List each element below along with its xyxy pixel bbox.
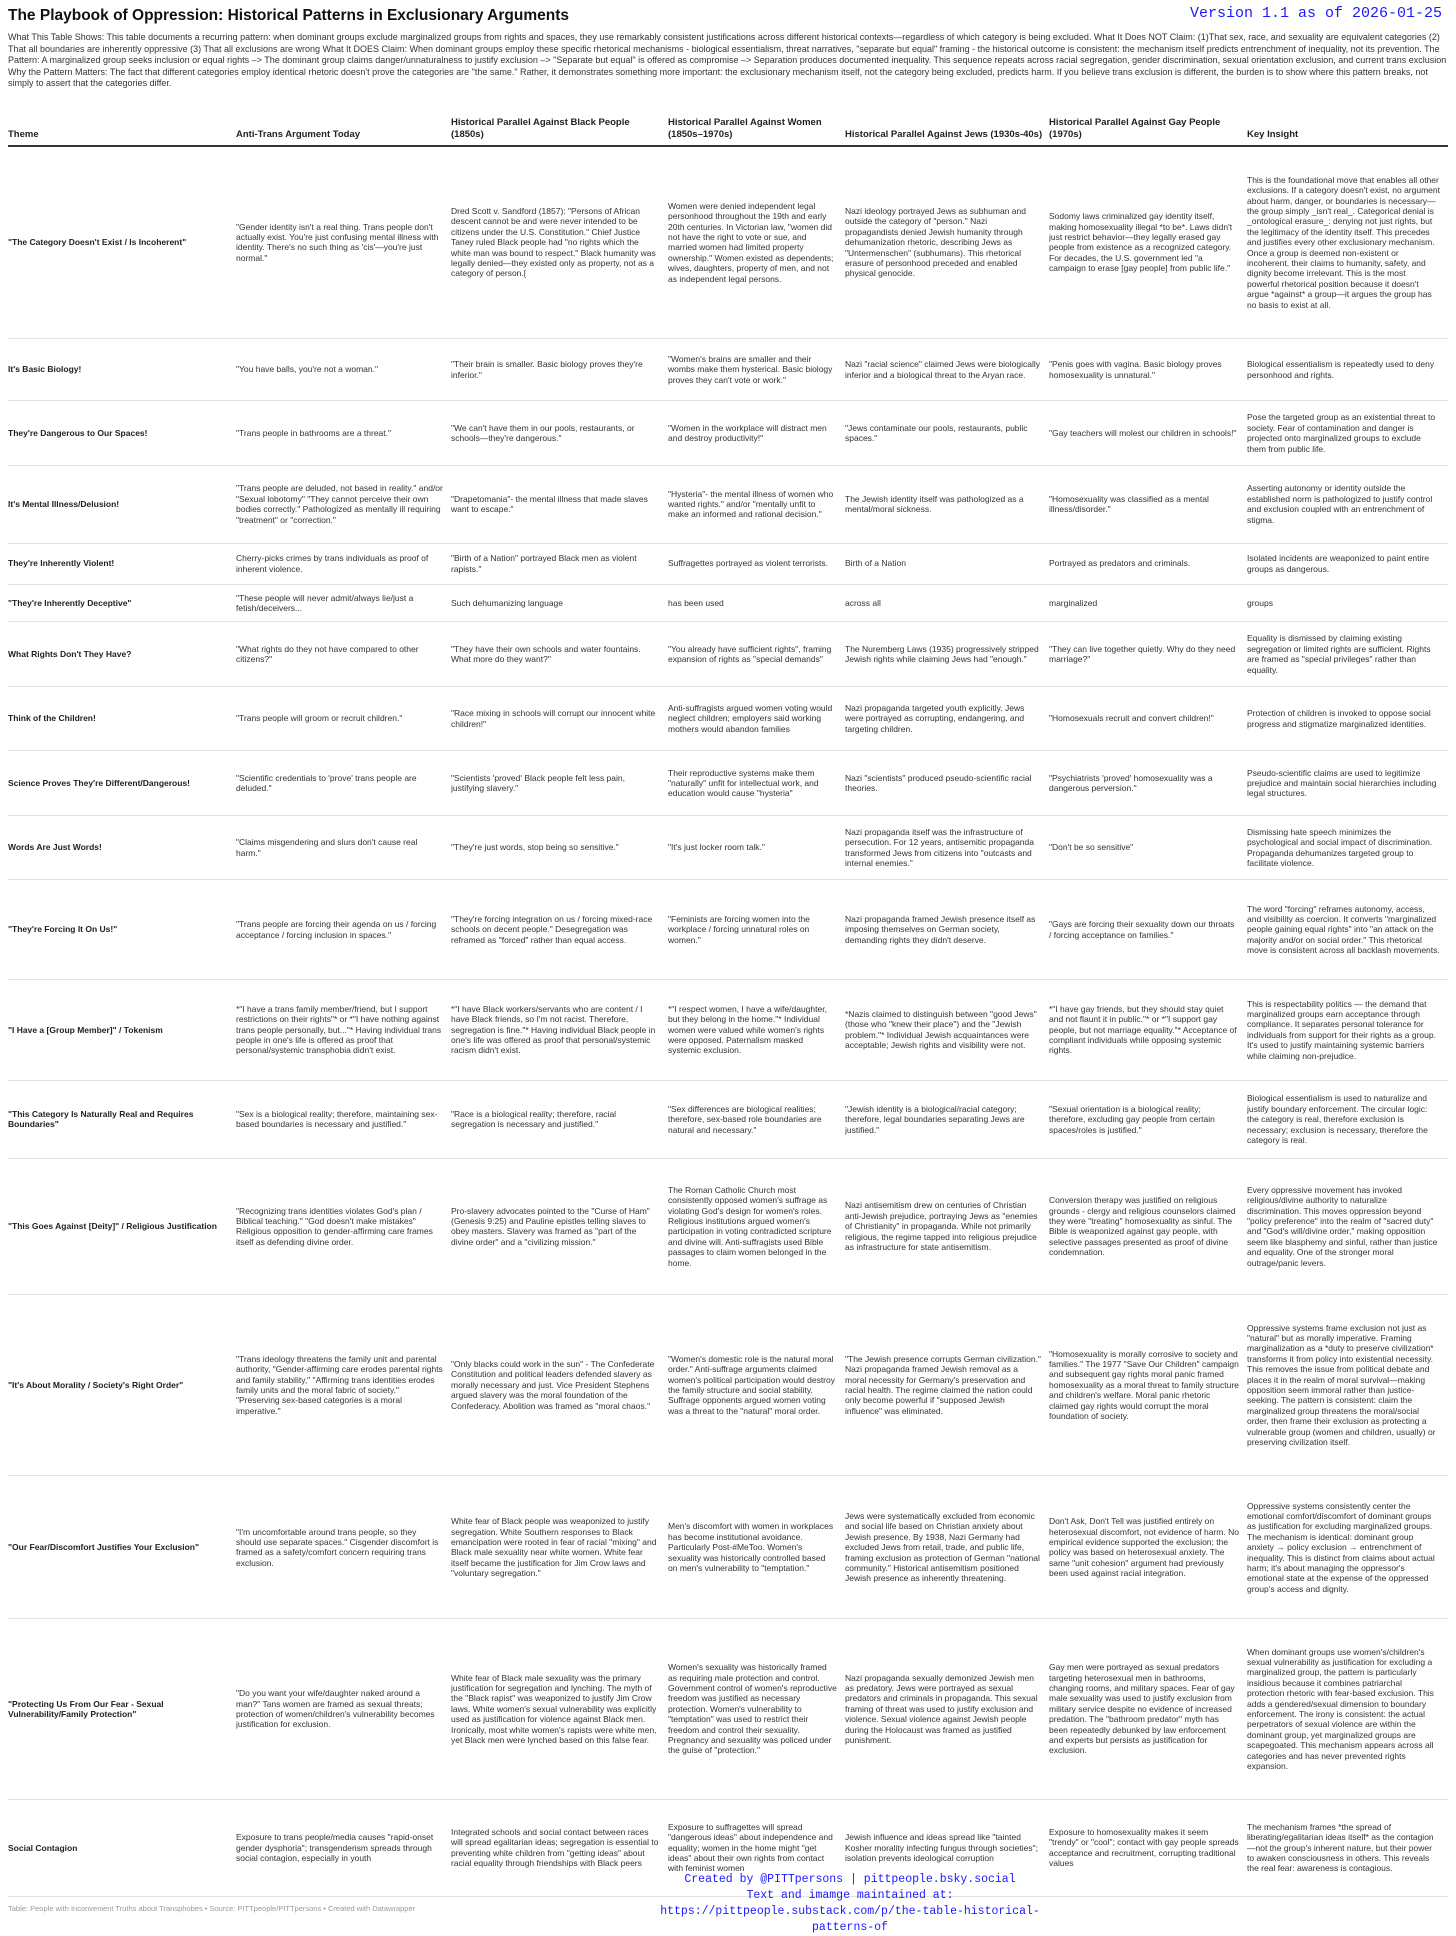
theme-cell: "This Goes Against [Deity]" / Religious Justification xyxy=(8,1158,236,1294)
key-insight-cell: Pseudo-scientific claims are used to legitimize prejudice and maintain social hierarchies including legal structures. xyxy=(1247,751,1448,815)
column-header-jews[interactable]: Historical Parallel Against Jews (1930s-40s) xyxy=(845,112,1049,146)
key-insight-cell: When dominant groups use women's/children's sexual vulnerability as justification for excluding a marginalized group, the pattern is particularly insidious because it combines patriarchal protection rhetoric with fear-based exclusion. This adds a gendered/sexual dimension to boundary enforcement. The irony is consistent: the actual perpetrators of sexual violence are within the dominant group, yet marginalized groups are scapegoated. This mechanism appears across all categories and has never prevented rights expansion. xyxy=(1247,1619,1448,1799)
credits-block xyxy=(640,1872,1060,1936)
credit-url-link[interactable]: https://pittpeople.substack.com/p/the-table-historical-patterns-of xyxy=(660,1905,1040,1934)
table-row xyxy=(8,1476,1448,1619)
gay-parallel-cell: Conversion therapy was justified on religious grounds - clergy and religious counselors claimed they were "treating" homosexuality as sinful. The Bible is weaponized against gay people, with selective passages presented as proof of divine condemnation. xyxy=(1049,1158,1247,1294)
table-header-row xyxy=(8,112,1448,146)
table-row xyxy=(8,338,1448,400)
women-parallel-cell: Exposure to suffragettes will spread "dangerous ideas" about independence and equality; women in the home might "get ideas" about their own rights from contact with feminist women xyxy=(668,1799,845,1896)
anti-trans-cell: "Scientific credentials to 'prove' trans people are deluded." xyxy=(236,751,451,815)
anti-trans-cell: "Claims misgendering and slurs don't cause real harm." xyxy=(236,815,451,879)
key-insight-cell: Oppressive systems frame exclusion not just as "natural" but as morally imperative. Framing marginalization as a *duty to preserve civilization* transforms it from policy into existential necessity. This removes the issue from political debate and places it in the realm of moral survival—making opposition seem immoral rather than justice-seeking. The pattern is consistent: claim the marginalized group threatens the moral/social order, then frame their exclusion as protecting a vulnerable group (women and children, usually) or preserving civilization itself. xyxy=(1247,1294,1448,1475)
theme-cell: Science Proves They're Different/Dangerous! xyxy=(8,751,236,815)
table-row xyxy=(8,146,1448,338)
women-parallel-cell: Their reproductive systems make them "naturally" unfit for intellectual work, and education would cause "hysteria" xyxy=(668,751,845,815)
jews-parallel-cell: *Nazis claimed to distinguish between "good Jews" (those who "knew their place") and the "Jewish problem."* Individual Jewish acquaintances were acceptable; Jewish rights and visibility were not. xyxy=(845,979,1049,1080)
gay-parallel-cell: "Penis goes with vagina. Basic biology proves homosexuality is unnatural." xyxy=(1049,338,1247,400)
table-row xyxy=(8,622,1448,686)
table-row xyxy=(8,401,1448,465)
black-parallel-cell: Such dehumanizing language xyxy=(451,584,668,622)
anti-trans-cell: "Trans people will groom or recruit children." xyxy=(236,686,451,750)
theme-cell: "They're Forcing It On Us!" xyxy=(8,880,236,979)
key-insight-cell: Isolated incidents are weaponized to paint entire groups as dangerous. xyxy=(1247,543,1448,584)
jews-parallel-cell: The Nuremberg Laws (1935) progressively stripped Jewish rights while claiming Jews had "enough." xyxy=(845,622,1049,686)
key-insight-cell: Dismissing hate speech minimizes the psychological and social impact of discrimination. Propaganda dehumanizes targeted group to facilitate violence. xyxy=(1247,815,1448,879)
key-insight-cell: The word "forcing" reframes autonomy, access, and visibility as coercion. It converts "marginalized people gaining equal rights" into "an attack on the majority and/or on social order." This rhetorical move is consistent across all backlash movements. xyxy=(1247,880,1448,979)
table-row xyxy=(8,979,1448,1080)
gay-parallel-cell: Gay men were portrayed as sexual predators targeting heterosexual men in bathrooms, changing rooms, and military spaces. Fear of gay male sexuality was used to justify exclusion from military service despite no evidence of increased predation. The "bathroom predator" myth has been repeatedly debunked by law enforcement and experts but persists as justification for exclusion. xyxy=(1049,1619,1247,1799)
jews-parallel-cell: Jewish influence and ideas spread like "tainted Kosher morality infecting fungus through societies"; isolation prevents ideological corruption xyxy=(845,1799,1049,1896)
theme-cell: "It's About Morality / Society's Right Order" xyxy=(8,1294,236,1475)
women-parallel-cell: "Women's domestic role is the natural moral order." Anti-suffrage arguments claimed women's political participation would destroy the family structure and social stability. Suffrage opponents argued women voting was a threat to the "natural" moral order. xyxy=(668,1294,845,1475)
women-parallel-cell: Anti-suffragists argued women voting would neglect children; employers said working mothers would abandon families xyxy=(668,686,845,750)
women-parallel-cell: "Sex differences are biological realities; therefore, sex-based role boundaries are natural and necessary." xyxy=(668,1081,845,1159)
women-parallel-cell: has been used xyxy=(668,584,845,622)
black-parallel-cell: White fear of Black male sexuality was the primary justification for segregation and lynching. The myth of the "Black rapist" was weaponized to justify Jim Crow laws. White women's sexual vulnerability was explicitly used as justification for violence against Black men. Ironically, most white women's rapists were white men, yet Black men were lynched based on this false fear. xyxy=(451,1619,668,1799)
jews-parallel-cell: "The Jewish presence corrupts German civilization." Nazi propaganda framed Jewish removal as a moral necessity for Germany's preservation and racial health. The regime claimed the nation could only become powerful if "supposed Jewish influence" was eliminated. xyxy=(845,1294,1049,1475)
jews-parallel-cell: Nazi propaganda framed Jewish presence itself as imposing themselves on German society, demanding rights they didn't deserve. xyxy=(845,880,1049,979)
jews-parallel-cell: "Jewish identity is a biological/racial category; therefore, legal boundaries separating Jews are justified." xyxy=(845,1081,1049,1159)
black-parallel-cell: "We can't have them in our pools, restaurants, or schools—they're dangerous." xyxy=(451,401,668,465)
black-parallel-cell: "They're forcing integration on us / forcing mixed-race schools on decent people." Desegregation was reframed as "forced" rather than equal access. xyxy=(451,880,668,979)
jews-parallel-cell: Jews were systematically excluded from economic and social life based on Christian anxiety about Jewish presence. By 1938, Nazi Germany had excluded Jews from retail, trade, and public life, framing exclusion as protection of German "national community." Historical antisemitism positioned Jewish presence as inherently threatening. xyxy=(845,1476,1049,1619)
gay-parallel-cell: "Homosexuality was classified as a mental illness/disorder." xyxy=(1049,465,1247,543)
women-parallel-cell: "Women's brains are smaller and their wombs make them hysterical. Basic biology proves they can't vote or work." xyxy=(668,338,845,400)
black-parallel-cell: *"I have Black workers/servants who are content / I have Black friends, so I'm not racist. Therefore, segregation is fine."* Having individual Black people in one's life was offered as proof that personal/systemic racism didn't exist. xyxy=(451,979,668,1080)
black-parallel-cell: Dred Scott v. Sandford (1857): "Persons of African descent cannot be and were never intended to be citizens under the U.S. Constitution." Chief Justice Taney ruled Black people had "no rights which the white man was bound to respect." Black humanity was legally denied—they existed only as property, not as a category of person.[ xyxy=(451,146,668,338)
gay-parallel-cell: "Gay teachers will molest our children in schools!" xyxy=(1049,401,1247,465)
theme-cell: "They're Inherently Deceptive" xyxy=(8,584,236,622)
jews-parallel-cell: Nazi "scientists" produced pseudo-scientific racial theories. xyxy=(845,751,1049,815)
women-parallel-cell: "You already have sufficient rights", framing expansion of rights as "special demands" xyxy=(668,622,845,686)
column-header-anti-trans[interactable]: Anti-Trans Argument Today xyxy=(236,112,451,146)
black-parallel-cell: "They have their own schools and water fountains. What more do they want?" xyxy=(451,622,668,686)
jews-parallel-cell: Nazi "racial science" claimed Jews were biologically inferior and a biological threat to the Aryan race. xyxy=(845,338,1049,400)
gay-parallel-cell: Exposure to homosexuality makes it seem "trendy" or "cool"; contact with gay people spreads acceptance and recruitment, corrupting traditional values xyxy=(1049,1799,1247,1896)
anti-trans-cell: "Trans people are forcing their agenda on us / forcing acceptance / forcing inclusion in spaces." xyxy=(236,880,451,979)
credit-maintained: Text and imamge maintained at: xyxy=(746,1889,954,1902)
table-container xyxy=(8,112,1448,1897)
key-insight-cell: Protection of children is invoked to oppose social progress and stigmatize marginalized identities. xyxy=(1247,686,1448,750)
theme-cell: It's Basic Biology! xyxy=(8,338,236,400)
key-insight-cell: This is the foundational move that enables all other exclusions. If a category doesn't exist, no argument about harm, danger, or boundaries is necessary—the group simply _isn't real_. Categorical denial is _ontological erasure_: denying not just rights, but the legitimacy of the identity itself. This precedes and justifies every other exclusionary mechanism. Once a group is deemed non-existent or incoherent, their claims to humanity, safety, and dignity become irrelevant. This is the most powerful rhetorical position because it doesn't argue *against* a group—it argues the group has no basis to exist at all. xyxy=(1247,146,1448,338)
jews-parallel-cell: The Jewish identity itself was pathologized as a mental/moral sickness. xyxy=(845,465,1049,543)
table-row xyxy=(8,1158,1448,1294)
anti-trans-cell: "I'm uncomfortable around trans people, so they should use separate spaces." Cisgender discomfort is framed as a safety/comfort concern requiring trans exclusion. xyxy=(236,1476,451,1619)
key-insight-cell: Asserting autonomy or identity outside the established norm is pathologized to justify control and exclusion coupled with an entrenchment of stigma. xyxy=(1247,465,1448,543)
theme-cell: "Our Fear/Discomfort Justifies Your Exclusion" xyxy=(8,1476,236,1619)
black-parallel-cell: "Only blacks could work in the sun" - The Confederate Constitution and political leaders defended slavery as morally necessary and just. Vice President Stephens argued slavery was the moral foundation of the Confederacy. Abolition was framed as "moral chaos." xyxy=(451,1294,668,1475)
table-body xyxy=(8,146,1448,1897)
theme-cell: "This Category Is Naturally Real and Requires Boundaries" xyxy=(8,1081,236,1159)
version-label: Version 1.1 as of 2026-01-25 xyxy=(1189,5,1442,22)
black-parallel-cell: Integrated schools and social contact between races will spread egalitarian ideas; segregation is essential to preventing white children from "getting ideas" about racial equality through friendships with Black peers xyxy=(451,1799,668,1896)
credit-author[interactable]: Created by @PITTpersons | pittpeople.bsky.social xyxy=(684,1873,1016,1886)
key-insight-cell: Biological essentialism is repeatedly used to deny personhood and rights. xyxy=(1247,338,1448,400)
women-parallel-cell: Men's discomfort with women in workplaces has become institutional avoidance. Particularly Post-#MeToo. Women's sexuality was historically controlled based on men's vulnerability to "temptation." xyxy=(668,1476,845,1619)
black-parallel-cell: "Their brain is smaller. Basic biology proves they're inferior." xyxy=(451,338,668,400)
gay-parallel-cell: "Homosexuals recruit and convert children!" xyxy=(1049,686,1247,750)
women-parallel-cell: Suffragettes portrayed as violent terrorists. xyxy=(668,543,845,584)
key-insight-cell: This is respectability politics — the demand that marginalized groups earn acceptance through compliance. It separates personal tolerance for individuals from support for their rights as a group. It's used to justify maintaining systemic barriers while claiming non-prejudice. xyxy=(1247,979,1448,1080)
gay-parallel-cell: "Psychiatrists 'proved' homosexuality was a dangerous perversion." xyxy=(1049,751,1247,815)
key-insight-cell: groups xyxy=(1247,584,1448,622)
anti-trans-cell: "These people will never admit/always lie/just a fetish/deceivers... xyxy=(236,584,451,622)
jews-parallel-cell: Nazi ideology portrayed Jews as subhuman and outside the category of "person." Nazi propagandists denied Jewish humanity through dehumanization rhetoric, describing Jews as "Untermenschen" (subhumans). This rhetorical erasure of personhood preceded and enabled physical genocide. xyxy=(845,146,1049,338)
column-header-black-people[interactable]: Historical Parallel Against Black People (1850s) xyxy=(451,112,668,146)
black-parallel-cell: "Race mixing in schools will corrupt our innocent white children!" xyxy=(451,686,668,750)
table-row xyxy=(8,584,1448,622)
jews-parallel-cell: Birth of a Nation xyxy=(845,543,1049,584)
black-parallel-cell: Pro-slavery advocates pointed to the "Curse of Ham" (Genesis 9:25) and Pauline epistles telling slaves to obey masters. Slavery was framed as "part of the divine order" and a "civilizing mission." xyxy=(451,1158,668,1294)
column-header-theme[interactable]: Theme xyxy=(8,112,236,146)
jews-parallel-cell: Nazi antisemitism drew on centuries of Christian anti-Jewish prejudice, portraying Jews as "enemies of Christianity" in propaganda. While not primarily religious, the regime tapped into religious prejudice as infrastructure for state antisemitism. xyxy=(845,1158,1049,1294)
black-parallel-cell: "Race is a biological reality; therefore, racial segregation is necessary and justified." xyxy=(451,1081,668,1159)
gay-parallel-cell: Don't Ask, Don't Tell was justified entirely on heterosexual discomfort, not evidence of harm. No empirical evidence supported the exclusion; the policy was based on heterosexual anxiety. The same "unit cohesion" argument had previously been used against racial integration. xyxy=(1049,1476,1247,1619)
black-parallel-cell: White fear of Black people was weaponized to justify segregation. White Southern responses to Black emancipation were rooted in fear of racial "mixing" and Black male sexuality near white women. White fear itself became the justification for Jim Crow laws and "voluntary segregation." xyxy=(451,1476,668,1619)
anti-trans-cell: "Trans people are deluded, not based in reality." and/or "Sexual lobotomy" "They cannot perceive their own bodies correctly." Pathologized as mentally ill requiring "treatment" or "correction." xyxy=(236,465,451,543)
table-row xyxy=(8,1619,1448,1799)
table-row xyxy=(8,751,1448,815)
women-parallel-cell: "Women in the workplace will distract men and destroy productivity!" xyxy=(668,401,845,465)
anti-trans-cell: "Sex is a biological reality; therefore, maintaining sex-based boundaries is necessary and justified." xyxy=(236,1081,451,1159)
anti-trans-cell: "Do you want your wife/daughter naked around a man?" Tans women are framed as sexual threats; protection of women/children's vulnerability becomes justification for exclusion. xyxy=(236,1619,451,1799)
black-parallel-cell: "Scientists 'proved' Black people felt less pain, justifying slavery." xyxy=(451,751,668,815)
key-insight-cell: Equality is dismissed by claiming existing segregation or limited rights are sufficient. Rights are framed as "special privileges" rather than equality. xyxy=(1247,622,1448,686)
women-parallel-cell: "Feminists are forcing women into the workplace / forcing unnatural roles on women." xyxy=(668,880,845,979)
gay-parallel-cell: "Gays are forcing their sexuality down our throats / forcing acceptance on families." xyxy=(1049,880,1247,979)
gay-parallel-cell: "Sexual orientation is a biological reality; therefore, excluding gay people from certain spaces/roles is justified." xyxy=(1049,1081,1247,1159)
table-row xyxy=(8,686,1448,750)
gay-parallel-cell: Sodomy laws criminalized gay identity itself, making homosexuality illegal *to be*. Laws didn't just restrict behavior—they legally erased gay people from existence as a recognized category. For decades, the U.S. government led "a campaign to erase [gay people] from public life." xyxy=(1049,146,1247,338)
anti-trans-cell: "What rights do they not have compared to other citizens?" xyxy=(236,622,451,686)
jews-parallel-cell: "Jews contaminate our pools, restaurants, public spaces." xyxy=(845,401,1049,465)
women-parallel-cell: "It's just locker room talk." xyxy=(668,815,845,879)
table-row xyxy=(8,1294,1448,1475)
key-insight-cell: Every oppressive movement has invoked religious/divine authority to naturalize discrimination. This moves oppression beyond "policy preference" into the realm of "sacred duty" and "God's will/divine order," making opposition seem like blasphemy and sinful, rather than justice and equality. One of the stronger moral outrage/panic levers. xyxy=(1247,1158,1448,1294)
gay-parallel-cell: *"I have gay friends, but they should stay quiet and not flaunt it in public."* or *"I support gay people, but not marriage equality."* Acceptance of compliant individuals while opposing systemic rights. xyxy=(1049,979,1247,1080)
key-insight-cell: Pose the targeted group as an existential threat to society. Fear of contamination and danger is projected onto marginalized groups to exclude them from public life. xyxy=(1247,401,1448,465)
gay-parallel-cell: "Don't be so sensitive" xyxy=(1049,815,1247,879)
anti-trans-cell: Exposure to trans people/media causes "rapid-onset gender dysphoria"; transgenderism spreads through social contagion, especially in youth xyxy=(236,1799,451,1896)
key-insight-cell: Oppressive systems consistently center the emotional comfort/discomfort of dominant groups as justification for excluding marginalized groups. The mechanism is identical: dominant group anxiety → policy exclusion → entrenchment of inequality. This is distinct from claims about actual harm; it's about managing the oppressor's emotional state at the expense of the oppressed group's access and dignity. xyxy=(1247,1476,1448,1619)
table-row xyxy=(8,815,1448,879)
table-source-note: Table: People with Inconvenient Truths about Transphobes • Source: PITTpeople/PITTpersons • Created with Datawrapper xyxy=(8,1904,416,1913)
jews-parallel-cell: Nazi propaganda sexually demonized Jewish men as predatory. Jews were portrayed as sexual predators and criminals in propaganda. This sexual framing of threat was used to justify exclusion and violence. Sexual violence against Jewish people during the Holocaust was framed as justified punishment. xyxy=(845,1619,1049,1799)
column-header-gay-people[interactable]: Historical Parallel Against Gay People (1970s) xyxy=(1049,112,1247,146)
gay-parallel-cell: "They can live together quietly. Why do they need marriage?" xyxy=(1049,622,1247,686)
table-row xyxy=(8,880,1448,979)
column-header-women[interactable]: Historical Parallel Against Women (1850s–1970s) xyxy=(668,112,845,146)
women-parallel-cell: "Hysteria"- the mental illness of women who wanted rights." and/or "mentally unfit to make an informed and rational decision." xyxy=(668,465,845,543)
theme-cell: "I Have a [Group Member]" / Tokenism xyxy=(8,979,236,1080)
anti-trans-cell: "Trans ideology threatens the family unit and parental authority, "Gender-affirming care erodes parental rights and family stability," "Affirming trans identities erodes family units and the moral fabric of society." "Preserving sex-based categories is a moral imperative." xyxy=(236,1294,451,1475)
theme-cell: "Protecting Us From Our Fear - Sexual Vulnerability/Family Protection" xyxy=(8,1619,236,1799)
key-insight-cell: Biological essentialism is used to naturalize and justify boundary enforcement. The circular logic: the category is real, therefore exclusion is necessary; exclusion is necessary, therefore the category is real. xyxy=(1247,1081,1448,1159)
black-parallel-cell: "They're just words, stop being so sensitive." xyxy=(451,815,668,879)
theme-cell: They're Dangerous to Our Spaces! xyxy=(8,401,236,465)
women-parallel-cell: Women's sexuality was historically framed as requiring male protection and control. Government control of women's reproductive freedom was justified as necessary protection. Women's vulnerability to "temptation" was used to restrict their freedom and control their sexuality. Pregnancy and sexuality was policed under the guise of "protection." xyxy=(668,1619,845,1799)
theme-cell: Words Are Just Words! xyxy=(8,815,236,879)
women-parallel-cell: The Roman Catholic Church most consistently opposed women's suffrage as violating God's design for women's roles. Religious institutions argued women's participation in voting contradicted scripture and divine will. Anti-suffragists used Bible passages to claim women belonged in the home. xyxy=(668,1158,845,1294)
table-description: What This Table Shows: This table documents a recurring pattern: when dominant groups exclude marginalized groups from rights and spaces, they use remarkably consistent justifications across different historical contexts—regardless of which category is being excluded. What It Does NOT Claim: (1)That sex, race, and sexuality are equivalent categories (2) That all boundaries are inherently oppressive (3) That all exclusions are wrong What It DOES Claim: When dominant groups employ these specific rhetorical mechanisms - biological essentialism, threat narratives, "separate but equal" framing - the historical outcome is consistent: the mechanism itself predicts entrenchment of inequality, not its prevention. The Pattern: A marginalized group seeks inclusion or equal rights –> The dominant group claims danger/unnaturalness to justify exclusion –> "Separate but equal" is offered as compromise –> Separation produces documented inequality. This sequence repeats across racial segregation, gender discrimination, sexual orientation exclusion, and current trans exclusion Why the Pattern Matters: The fact that different categories employ identical rhetoric doesn't prove the categories are "the same." Rather, it demonstrates something more important: the exclusionary mechanism itself, not the category being excluded, predicts harm. If you believe trans exclusion is different, the burden is to show where this pattern breaks, not simply to assert that the categories differ. xyxy=(8,32,1447,88)
anti-trans-cell: Cherry-picks crimes by trans individuals as proof of inherent violence. xyxy=(236,543,451,584)
data-table xyxy=(8,112,1448,1897)
column-header-key-insight[interactable]: Key Insight xyxy=(1247,112,1448,146)
jews-parallel-cell: Nazi propaganda targeted youth explicitly. Jews were portrayed as corrupting, endangering, and targeting children. xyxy=(845,686,1049,750)
key-insight-cell: The mechanism frames *the spread of liberating/egalitarian ideas itself* as the contagion—not the group's inherent nature, but their power to awaken consciousness in others. This reveals the real fear: awareness is contagious. xyxy=(1247,1799,1448,1896)
jews-parallel-cell: Nazi propaganda itself was the infrastructure of persecution. For 12 years, antisemitic propaganda transformed Jews from citizens into "outcasts and internal enemies." xyxy=(845,815,1049,879)
women-parallel-cell: Women were denied independent legal personhood throughout the 19th and early 20th centuries. In Victorian law, "women did not have the right to vote or sue, and married women had limited property ownership." Women existed as dependents; wives, daughters, property of men, and not as independent legal persons. xyxy=(668,146,845,338)
jews-parallel-cell: across all xyxy=(845,584,1049,622)
theme-cell: Social Contagion xyxy=(8,1799,236,1896)
anti-trans-cell: *"I have a trans family member/friend, but I support restrictions on their rights"* or *"I have nothing against trans people personally, but..."* Having individual trans people in one's life is offered as proof that personal/systemic transphobia didn't exist. xyxy=(236,979,451,1080)
black-parallel-cell: "Drapetomania"- the mental illness that made slaves want to escape." xyxy=(451,465,668,543)
black-parallel-cell: "Birth of a Nation" portrayed Black men as violent rapists." xyxy=(451,543,668,584)
theme-cell: What Rights Don't They Have? xyxy=(8,622,236,686)
anti-trans-cell: "Gender identity isn't a real thing. Trans people don't actually exist. You're just confusing mental illness with identity. There's no such thing as 'cis'—you're just normal." xyxy=(236,146,451,338)
theme-cell: They're Inherently Violent! xyxy=(8,543,236,584)
women-parallel-cell: *"I respect women, I have a wife/daughter, but they belong in the home."* Individual women were valued while women's rights were opposed. Paternalism masked systemic exclusion. xyxy=(668,979,845,1080)
theme-cell: Think of the Children! xyxy=(8,686,236,750)
anti-trans-cell: "Recognizing trans identities violates God's plan / Biblical teaching." "God doesn't make mistakes" Religious opposition to gender-affirming care frames itself as defending divine order. xyxy=(236,1158,451,1294)
anti-trans-cell: "Trans people in bathrooms are a threat." xyxy=(236,401,451,465)
table-row xyxy=(8,1081,1448,1159)
page-title: The Playbook of Oppression: Historical Patterns in Exclusionary Arguments xyxy=(8,7,569,24)
theme-cell: It's Mental Illness/Delusion! xyxy=(8,465,236,543)
anti-trans-cell: "You have balls, you're not a woman." xyxy=(236,338,451,400)
gay-parallel-cell: Portrayed as predators and criminals. xyxy=(1049,543,1247,584)
table-row xyxy=(8,465,1448,543)
table-row xyxy=(8,543,1448,584)
gay-parallel-cell: marginalized xyxy=(1049,584,1247,622)
theme-cell: "The Category Doesn't Exist / Is Incoherent" xyxy=(8,146,236,338)
gay-parallel-cell: "Homosexuality is morally corrosive to society and families." The 1977 "Save Our Children" campaign and subsequent gay rights moral panic framed homosexuality as a moral threat to family structure and children's welfare. Moral panic rhetoric claimed gay rights would corrupt the moral foundation of society. xyxy=(1049,1294,1247,1475)
